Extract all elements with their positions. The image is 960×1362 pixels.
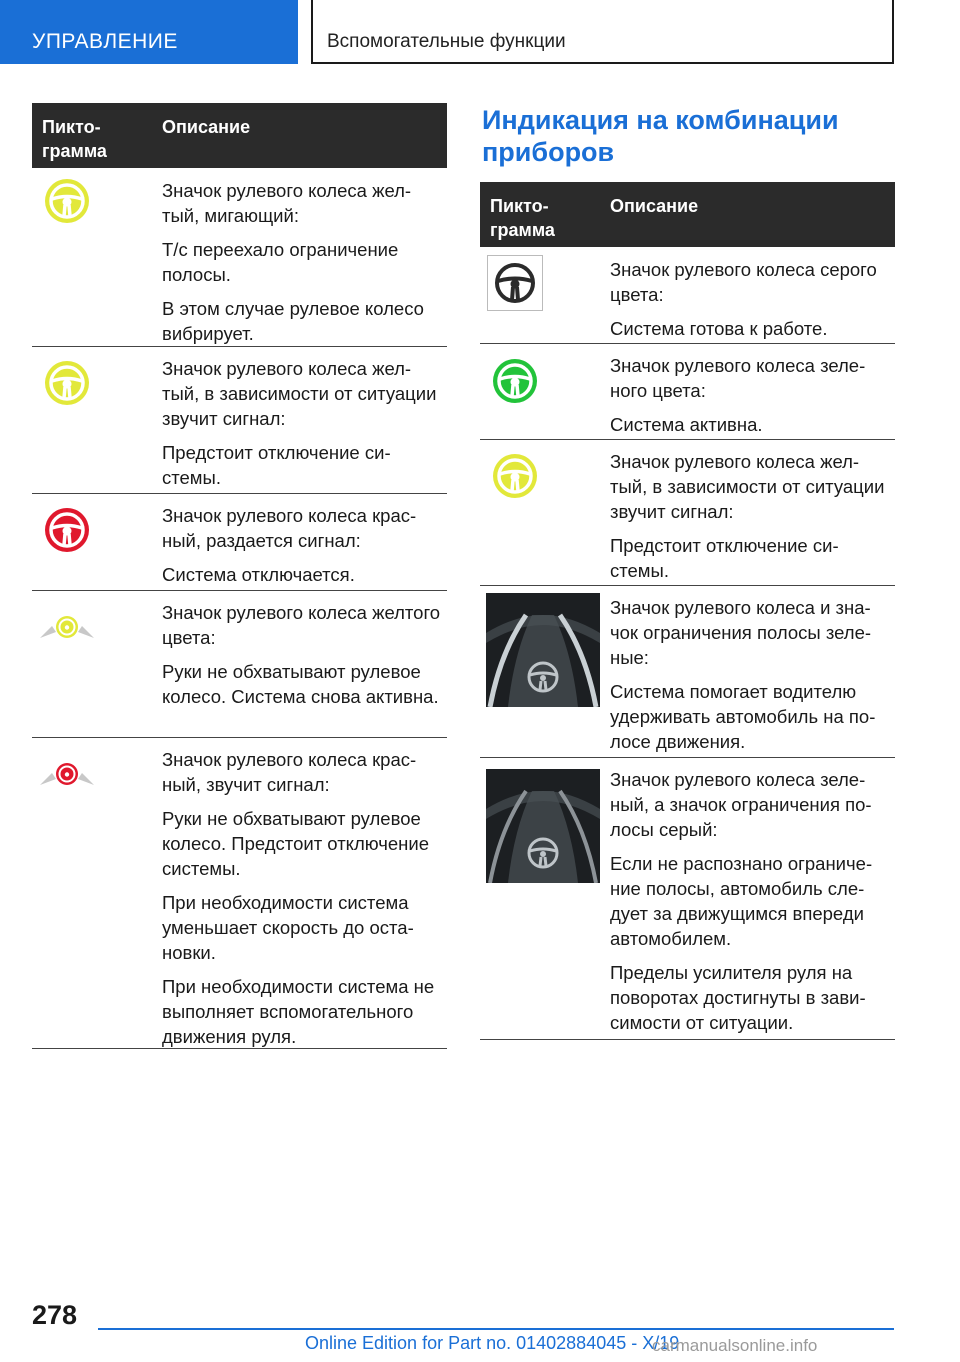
table-row (480, 757, 895, 1040)
table-row (32, 346, 447, 494)
subsection-header (311, 0, 894, 64)
description-line: Если не распознано ограничение полосы, автомобиль следует за движущимся впереди автомобилем. (610, 853, 873, 949)
description-line: Значок рулевого колеса зеленый, а значок ограничения полосы серый: (610, 769, 872, 840)
table-row (32, 493, 447, 591)
row-description (162, 747, 441, 1058)
hands-on-steering-yellow-icon (38, 612, 96, 647)
footer-divider (98, 1328, 894, 1330)
section-tab (0, 0, 298, 64)
page-number: 278 (32, 1300, 78, 1330)
description-line: Система активна. (610, 414, 763, 435)
row-description (162, 178, 441, 355)
description-line: Значок рулевого колеса серого цвета: (610, 259, 877, 305)
steering-wheel-yellow-icon (44, 178, 90, 229)
description-line: Значок рулевого колеса и значок ограничения полосы зеленые: (610, 597, 872, 668)
description-line: Предстоит отключение системы. (162, 442, 391, 488)
table-row (32, 737, 447, 1049)
description-line: Значок рулевого колеса желтого цвета: (162, 602, 441, 648)
description-line: Значок рулевого колеса желтый, в зависимости от ситуации звучит сигнал: (162, 358, 437, 429)
table-row (480, 247, 895, 344)
steering-wheel-red-icon (44, 507, 90, 558)
hands-on-steering-red-icon (38, 759, 96, 794)
table-row (480, 439, 895, 586)
row-description (610, 595, 889, 763)
row-description (162, 503, 441, 596)
steering-wheel-yellow-icon (44, 360, 90, 411)
description-line: Руки не обхватывают рулевое колесо. Предстоит отключение системы. (162, 808, 429, 879)
right-table-header (480, 182, 895, 247)
steering-wheel-yellow-icon (492, 453, 538, 504)
description-line: Система отключается. (162, 564, 355, 585)
row-description (610, 449, 889, 592)
row-description (162, 600, 441, 718)
column-pictogram: Пикто- грамма (42, 117, 107, 161)
row-description (610, 257, 889, 350)
edition-link[interactable]: Online Edition for Part no. 01402884045 - X/19 (305, 1333, 680, 1353)
row-description (610, 767, 889, 1044)
column-description: Описание (162, 117, 251, 137)
row-description (162, 356, 441, 499)
description-line: Значок рулевого колеса красный, раздается сигнал: (162, 505, 417, 551)
description-line: Руки не обхватывают рулевое колесо. Система снова активна. (162, 661, 439, 707)
left-table-header (32, 103, 447, 168)
table-row (32, 168, 447, 347)
description-line: При необходимости система не выполняет вспомогательного движения руля. (162, 976, 435, 1047)
description-line: Значок рулевого колеса красный, звучит сигнал: (162, 749, 417, 795)
description-line: Значок рулевого колеса желтый, мигающий: (162, 180, 412, 226)
steering-wheel-gray-icon (487, 255, 543, 316)
description-line: Пределы усилителя руля на поворотах достигнуты в зависимости от ситуации. (610, 962, 866, 1033)
description-line: Предстоит отключение системы. (610, 535, 839, 581)
lane-display-icon (486, 593, 600, 707)
description-line: В этом случае рулевое колесо вибрирует. (162, 298, 424, 344)
description-line: При необходимости система уменьшает скорость до остановки. (162, 892, 414, 963)
section-title: УПРАВЛЕНИЕ (32, 30, 178, 53)
table-row (480, 343, 895, 440)
description-line: Значок рулевого колеса зеленого цвета: (610, 355, 866, 401)
table-row (32, 590, 447, 738)
watermark: carmanualsonline.info (652, 1336, 818, 1355)
steering-wheel-green-icon (492, 358, 538, 409)
description-line: Система помогает водителю удерживать автомобиль на полосе движения. (610, 681, 876, 752)
description-line: Система готова к работе. (610, 318, 828, 339)
row-description (610, 353, 889, 446)
table-row (480, 585, 895, 758)
section-heading: Индикация на комбинации приборов (482, 105, 839, 167)
lane-display-icon (486, 769, 600, 883)
description-line: Т/с переехало ограничение полосы. (162, 239, 399, 285)
column-pictogram: Пикто- грамма (490, 196, 555, 240)
column-description: Описание (610, 196, 699, 216)
subsection-title: Вспомогательные функции (327, 31, 566, 52)
description-line: Значок рулевого колеса желтый, в зависимости от ситуации звучит сигнал: (610, 451, 885, 522)
